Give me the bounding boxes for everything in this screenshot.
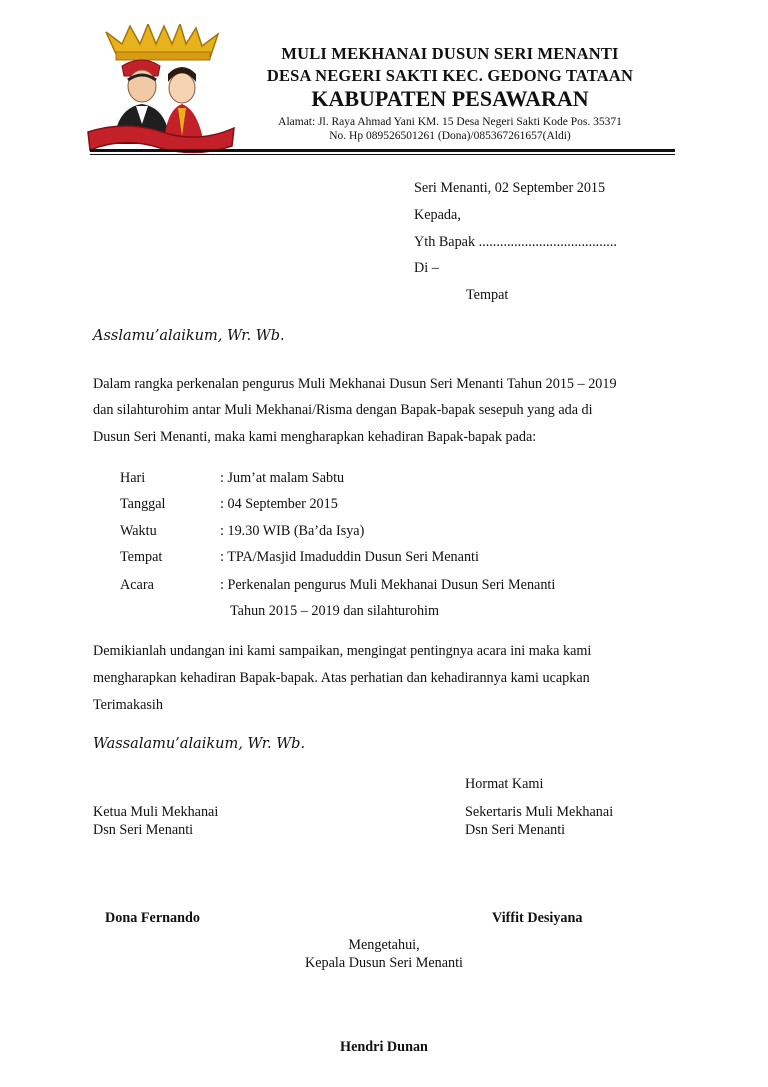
detail-label-hari: Hari bbox=[120, 470, 146, 486]
intro-line-1: Dalam rangka perkenalan pengurus Muli Mekhanai Dusun Seri Menanti Tahun 2015 – 2019 bbox=[93, 376, 617, 392]
woman-figure-icon bbox=[164, 67, 204, 144]
detail-label-waktu: Waktu bbox=[120, 523, 157, 539]
greeting: Asslamu’alaikum, Wr. Wb. bbox=[93, 328, 285, 344]
kepala-name: Hendri Dunan bbox=[340, 1039, 428, 1055]
date-line: Seri Menanti, 02 September 2015 bbox=[414, 180, 606, 196]
closing-line-3: Terimakasih bbox=[93, 697, 163, 713]
letterhead-line2: DESA NEGERI SAKTI KEC. GEDONG TATAAN bbox=[266, 66, 634, 85]
letterhead-address: Alamat: Jl. Raya Ahmad Yani KM. 15 Desa Negeri Sakti Kode Pos. 35371 bbox=[278, 116, 622, 128]
di-label: Di – bbox=[414, 260, 439, 276]
header-rule-thick bbox=[90, 149, 675, 152]
detail-label-acara: Acara bbox=[120, 577, 154, 593]
detail-value-acara: : Perkenalan pengurus Muli Mekhanai Dusun Seri Menanti bbox=[220, 577, 556, 593]
right-title-2: Dsn Seri Menanti bbox=[465, 822, 566, 838]
letterhead-line1: MULI MEKHANAI DUSUN SERI MENANTI bbox=[281, 44, 619, 63]
closing-line-2: mengharapkan kehadiran Bapak-bapak. Atas perhatian dan kehadirannya kami ucapkan bbox=[93, 670, 590, 686]
detail-value-waktu: : 19.30 WIB (Ba’da Isya) bbox=[220, 523, 365, 539]
intro-line-2: dan silahturohim antar Muli Mekhanai/Risma dengan Bapak-bapak sesepuh yang ada di bbox=[93, 402, 593, 418]
kepada-label: Kepada, bbox=[414, 207, 461, 223]
kepala-title: Kepala Dusun Seri Menanti bbox=[305, 955, 463, 971]
detail-value-acara-cont: Tahun 2015 – 2019 dan silahturohim bbox=[230, 603, 440, 619]
left-title-2: Dsn Seri Menanti bbox=[93, 822, 194, 838]
right-title-1: Sekertaris Muli Mekhanai bbox=[465, 804, 614, 820]
right-signatory-name: Viffit Desiyana bbox=[492, 910, 583, 926]
header-rule-thin bbox=[90, 154, 675, 155]
mengetahui: Mengetahui, bbox=[348, 937, 420, 953]
letterhead-line3: KABUPATEN PESAWARAN bbox=[311, 86, 589, 111]
left-signatory-name: Dona Fernando bbox=[105, 910, 200, 926]
detail-value-hari: : Jum’at malam Sabtu bbox=[220, 470, 345, 486]
detail-value-tanggal: : 04 September 2015 bbox=[220, 496, 338, 512]
tempat-label: Tempat bbox=[466, 287, 509, 303]
yth-line: Yth Bapak ....................................... bbox=[414, 234, 617, 250]
crown-icon bbox=[106, 24, 218, 60]
left-title-1: Ketua Muli Mekhanai bbox=[93, 804, 219, 820]
closing-line-1: Demikianlah undangan ini kami sampaikan, mengingat pentingnya acara ini maka kami bbox=[93, 643, 592, 659]
detail-value-tempat: : TPA/Masjid Imaduddin Dusun Seri Menanti bbox=[220, 549, 479, 565]
intro-line-3: Dusun Seri Menanti, maka kami mengharapkan kehadiran Bapak-bapak pada: bbox=[93, 429, 537, 445]
farewell: Wassalamu’alaikum, Wr. Wb. bbox=[93, 736, 306, 752]
logo-couple-crown bbox=[86, 24, 236, 156]
detail-label-tanggal: Tanggal bbox=[120, 496, 166, 512]
letterhead-phone: No. Hp 089526501261 (Dona)/085367261657(Aldi) bbox=[329, 130, 571, 142]
detail-label-tempat: Tempat bbox=[120, 549, 163, 565]
hormat-kami: Hormat Kami bbox=[465, 776, 544, 792]
